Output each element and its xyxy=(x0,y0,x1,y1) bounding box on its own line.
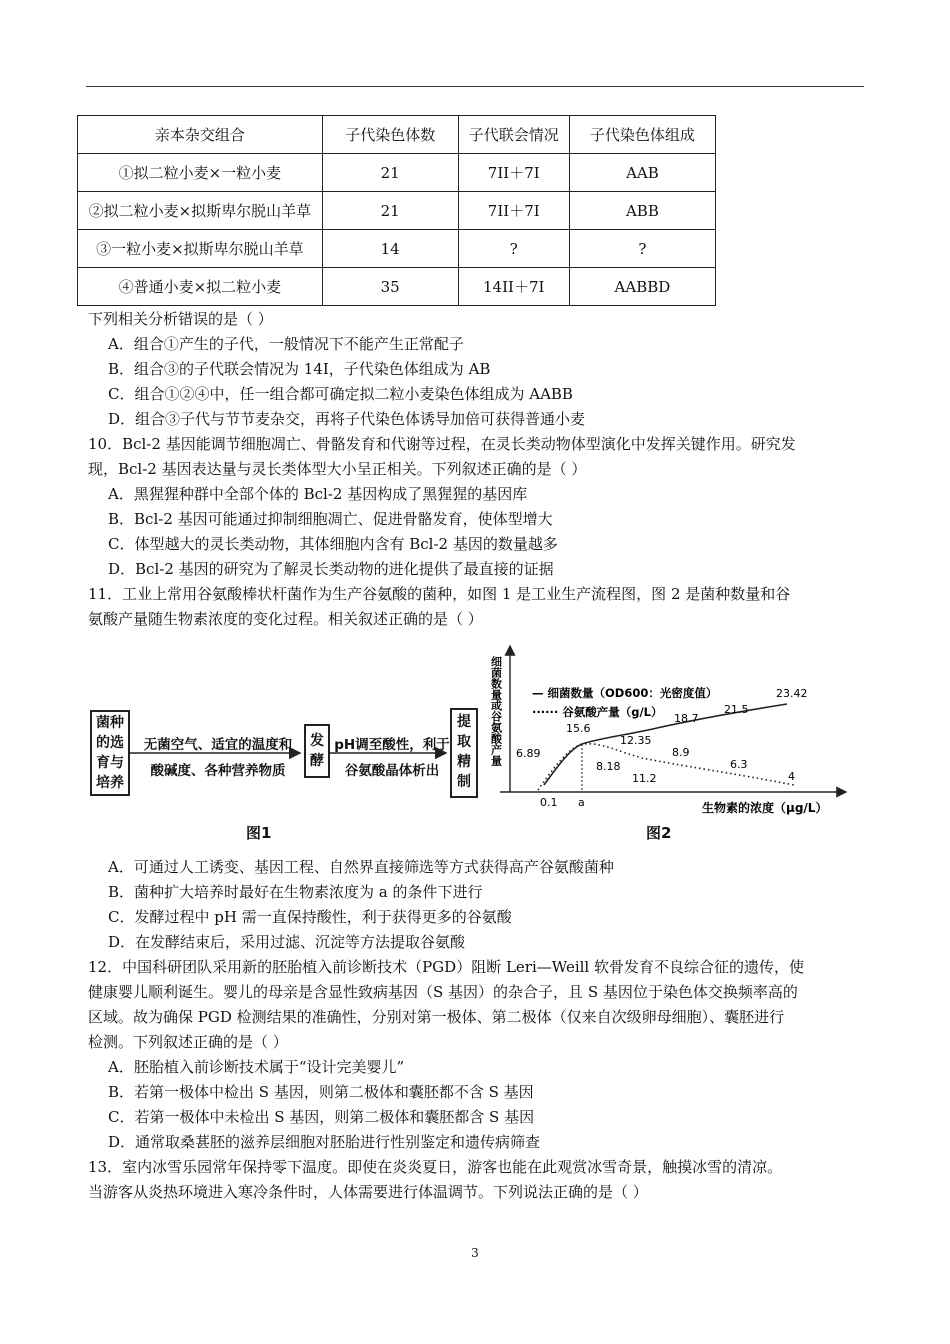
data-label-glutamate-3: 8.9 xyxy=(672,746,690,759)
flow-step1-top: 无菌空气、适宜的温度和 xyxy=(143,737,293,753)
table-header-row xyxy=(78,116,716,154)
data-label-glutamate-4: 6.3 xyxy=(730,758,748,771)
data-label-bacteria-5: 21.5 xyxy=(724,703,749,716)
flow-box-seed-text: 菌种的选育与培养 xyxy=(96,715,124,791)
cross-table xyxy=(77,115,716,306)
q11-option-c: C．发酵过程中 pH 需一直保持酸性，利于获得更多的谷氨酸 xyxy=(108,908,512,926)
q11-option-d: D．在发酵结束后，采用过滤、沉淀等方法提取谷氨酸 xyxy=(108,933,466,951)
flow-arrows xyxy=(86,640,486,850)
figure-area xyxy=(86,640,866,850)
figure2-chart xyxy=(482,640,866,822)
header-rule xyxy=(86,86,864,87)
table-cell: 21 xyxy=(322,154,458,192)
q12-option-b: B．若第一极体中检出 S 基因，则第二极体和囊胚都不含 S 基因 xyxy=(108,1083,534,1101)
legend-glutamate: ······ 谷氨酸产量（g/L） xyxy=(532,705,663,719)
table-cell: 7II＋7I xyxy=(458,192,569,230)
data-label-glutamate-5: 4 xyxy=(788,770,795,783)
table-cell: AAB xyxy=(569,154,715,192)
q12-stem-line3: 区域。故为确保 PGD 检测结果的准确性，分别对第一极体、第二极体（仅来自次级卵母细胞）、囊胚进行 xyxy=(88,1008,785,1026)
q12-option-c: C．若第一极体中未检出 S 基因，则第二极体和囊胚都含 S 基因 xyxy=(108,1108,535,1126)
q9-option-c: C．组合①②④中，任一组合都可确定拟二粒小麦染色体组成为 AABB xyxy=(108,385,573,403)
q11-stem-line1: 11．工业上常用谷氨酸棒状杆菌作为生产谷氨酸的菌种，如图 1 是工业生产流程图，图 2 是菌种数量和谷 xyxy=(88,585,791,603)
data-label-glutamate-2: 11.2 xyxy=(632,772,657,785)
data-label-bacteria-1: 6.89 xyxy=(516,747,541,760)
table-cell: ? xyxy=(458,230,569,268)
table-cell: 7II＋7I xyxy=(458,154,569,192)
q10-stem-line2: 现，Bcl-2 基因表达量与灵长类体型大小呈正相关。下列叙述正确的是（ ） xyxy=(88,460,587,478)
table-cell: ①拟二粒小麦×一粒小麦 xyxy=(78,154,323,192)
x-axis-label: 生物素的浓度（μg/L） xyxy=(702,801,828,815)
table-row xyxy=(78,268,716,306)
q11-option-a: A．可通过人工诱变、基因工程、自然界直接筛选等方式获得高产谷氨酸菌种 xyxy=(108,858,614,876)
table-header: 亲本杂交组合 xyxy=(78,116,323,154)
flow-step2-bottom: 谷氨酸晶体析出 xyxy=(344,763,440,779)
flow-box-extract-text: 提取精制 xyxy=(457,714,471,790)
q10-option-b: B．Bcl-2 基因可能通过抑制细胞凋亡、促进骨骼发育，使体型增大 xyxy=(108,510,553,528)
q12-stem-line4: 检测。下列叙述正确的是（ ） xyxy=(88,1033,288,1051)
q13-stem-line2: 当游客从炎热环境进入寒冷条件时，人体需要进行体温调节。下列说法正确的是（ ） xyxy=(88,1183,648,1201)
data-label-bacteria-2: 8.18 xyxy=(596,760,621,773)
q9-option-d: D．组合③子代与节节麦杂交，再将子代染色体诱导加倍可获得普通小麦 xyxy=(108,410,586,428)
flow-step2-top: pH调至酸性，利于 xyxy=(334,737,450,753)
q13-stem-line1: 13．室内冰雪乐园常年保持零下温度。即使在炎炎夏日，游客也能在此观赏冰雪奇景，触摸冰雪的清凉。 xyxy=(88,1158,783,1176)
page-number: 3 xyxy=(471,1246,479,1260)
table-cell: 14 xyxy=(322,230,458,268)
q9-option-a: A．组合①产生的子代，一般情况下不能产生正常配子 xyxy=(108,335,464,353)
table-cell: 35 xyxy=(322,268,458,306)
table-cell: ? xyxy=(569,230,715,268)
flow-step1-bottom: 酸碱度、各种营养物质 xyxy=(150,763,286,779)
figure1-label: 图1 xyxy=(246,824,272,842)
table-header: 子代染色体组成 xyxy=(569,116,715,154)
table-row xyxy=(78,192,716,230)
q10-option-a: A．黑猩猩种群中全部个体的 Bcl-2 基因构成了黑猩猩的基因库 xyxy=(108,485,528,503)
data-label-glutamate-1: 15.6 xyxy=(566,722,591,735)
legend-bacteria: — 细菌数量（OD600：光密度值） xyxy=(532,686,718,700)
table-cell: 21 xyxy=(322,192,458,230)
table-header: 子代染色体数 xyxy=(322,116,458,154)
table-cell: ②拟二粒小麦×拟斯卑尔脱山羊草 xyxy=(78,192,323,230)
table-cell: ④普通小麦×拟二粒小麦 xyxy=(78,268,323,306)
q12-stem-line1: 12．中国科研团队采用新的胚胎植入前诊断技术（PGD）阻断 Leri—Weill 软骨发育不良综合征的遗传，使 xyxy=(88,958,804,976)
data-label-bacteria-6: 23.42 xyxy=(776,687,808,700)
data-label-bacteria-3: 12.35 xyxy=(620,734,652,747)
table-row xyxy=(78,230,716,268)
q10-stem-line1: 10．Bcl-2 基因能调节细胞凋亡、骨骼发育和代谢等过程，在灵长类动物体型演化中发挥关键作用。研究发 xyxy=(88,435,796,453)
q10-option-d: D．Bcl-2 基因的研究为了解灵长类动物的进化提供了最直接的证据 xyxy=(108,560,554,578)
q9-option-b: B．组合③的子代联会情况为 14I，子代染色体组成为 AB xyxy=(108,360,491,378)
series-glutamate-line xyxy=(538,744,794,790)
figure2-label: 图2 xyxy=(646,824,672,842)
table-cell: ③一粒小麦×拟斯卑尔脱山羊草 xyxy=(78,230,323,268)
table-cell: ABB xyxy=(569,192,715,230)
q12-stem-line2: 健康婴儿顺利诞生。婴儿的母亲是含显性致病基因（S 基因）的杂合子，且 S 基因位于染色体交换频率高的 xyxy=(88,983,798,1001)
q11-stem-line2: 氨酸产量随生物素浓度的变化过程。相关叙述正确的是（ ） xyxy=(88,610,483,628)
flow-box-ferment-text: 发酵 xyxy=(310,733,324,769)
x-tick-01: 0.1 xyxy=(540,796,558,809)
table-cell: 14II＋7I xyxy=(458,268,569,306)
q12-option-d: D．通常取桑葚胚的滋养层细胞对胚胎进行性别鉴定和遗传病筛查 xyxy=(108,1133,541,1151)
table-row xyxy=(78,154,716,192)
x-tick-a: a xyxy=(578,796,585,809)
data-label-bacteria-4: 18.7 xyxy=(674,712,699,725)
table-cell: AABBD xyxy=(569,268,715,306)
q9-stem: 下列相关分析错误的是（ ） xyxy=(88,310,273,328)
y-axis-label: 细菌数量或谷氨酸产量 xyxy=(489,656,503,766)
table-header: 子代联会情况 xyxy=(458,116,569,154)
q12-option-a: A．胚胎植入前诊断技术属于“设计完美婴儿” xyxy=(108,1058,405,1076)
q11-option-b: B．菌种扩大培养时最好在生物素浓度为 a 的条件下进行 xyxy=(108,883,483,901)
q10-option-c: C．体型越大的灵长类动物，其体细胞内含有 Bcl-2 基因的数量越多 xyxy=(108,535,558,553)
